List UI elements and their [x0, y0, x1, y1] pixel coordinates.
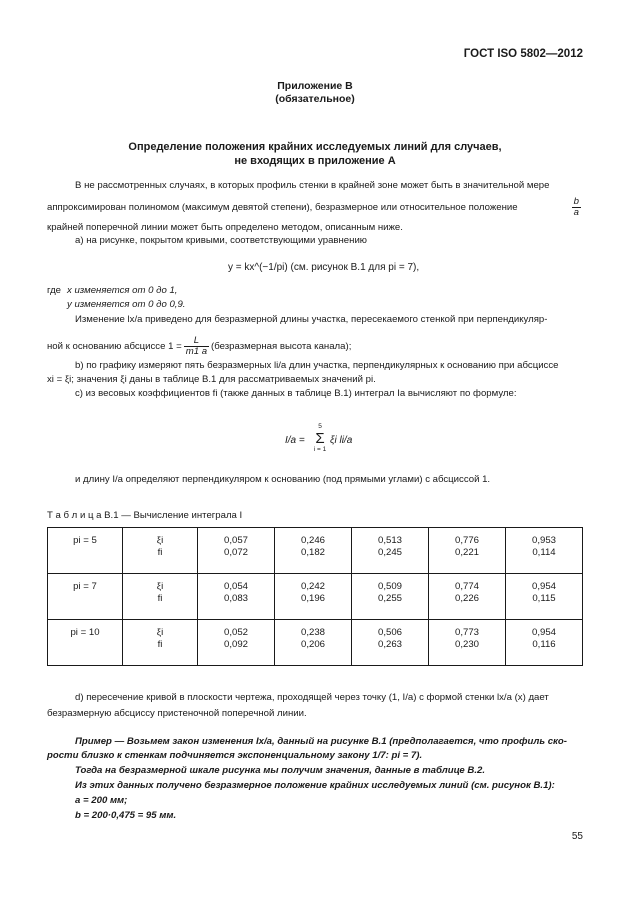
fi-value: 0,115: [532, 593, 556, 604]
value-cell: [352, 528, 429, 574]
value-cell: [275, 574, 352, 620]
xi-value: 0,052: [223, 627, 248, 638]
item-b-line2: xi = ξi; значения ξi даны в таблице В.1 для рассматриваемых значений pi.: [47, 374, 376, 385]
section-title-line1: Определение положения крайних исследуемых линий для случаев,: [128, 141, 502, 153]
change-line2-b: (безразмерная высота канала);: [211, 340, 352, 352]
fi-value: 0,114: [532, 547, 556, 558]
xi-symbol: ξi: [156, 535, 164, 546]
fi-value: 0,245: [377, 547, 402, 558]
where-label: где: [47, 285, 62, 296]
item-d-line1: d) пересечение кривой в плоскости чертежа, проходящей через точку (1, I/a) с формой стенки lx/a (x) дает: [75, 692, 549, 703]
value-cell: [275, 528, 352, 574]
value-cell: [198, 528, 275, 574]
p1-line2: [47, 197, 583, 218]
example-line4: Из этих данных получено безразмерное положение крайних исследуемых линий (см. рисунок В.1):: [75, 780, 555, 791]
page-number: 55: [571, 831, 583, 842]
fi-symbol: fi: [157, 639, 163, 650]
equation-1: y = kx^(−1/pi) (см. рисунок В.1 для pi = 7),: [228, 262, 420, 273]
value-cell: [429, 620, 506, 666]
sigma-icon: Σ: [315, 430, 325, 447]
fi-value: 0,226: [454, 593, 479, 604]
section-title: [0, 140, 630, 168]
fi-value: 0,196: [300, 593, 325, 604]
section-title-line2: не входящих в приложение А: [234, 155, 396, 167]
sum-operator: [312, 423, 328, 454]
frac-num: L: [184, 336, 209, 347]
change-line1: Изменение lx/a приведено для безразмерной длины участка, пересекаемого стенкой при перпендикуляр-: [75, 314, 548, 325]
xi-symbol: ξi: [156, 627, 164, 638]
symbol-cell: [123, 574, 198, 620]
eq2-rhs: ξi li/a: [330, 435, 353, 446]
integral-table: [47, 527, 583, 666]
p-cell: pi = 7: [48, 574, 123, 620]
change-line2-a: ной к основанию абсциссе 1 =: [47, 340, 182, 352]
fi-value: 0,230: [454, 639, 479, 650]
item-d-line2: безразмерную абсциссу пристеночной поперечной линии.: [47, 708, 307, 719]
xi-value: 0,954: [531, 627, 556, 638]
fi-value: 0,255: [377, 593, 402, 604]
xi-value: 0,954: [531, 581, 556, 592]
fi-value: 0,116: [532, 639, 556, 650]
table-row: [48, 620, 583, 666]
where-y: y изменяется от 0 до 0,9.: [67, 299, 186, 310]
table-row: [48, 574, 583, 620]
value-cell: [429, 574, 506, 620]
frac-den: a: [573, 207, 579, 218]
xi-value: 0,513: [377, 535, 402, 546]
xi-value: 0,506: [377, 627, 402, 638]
fi-value: 0,263: [377, 639, 402, 650]
value-cell: [352, 574, 429, 620]
fi-symbol: fi: [157, 547, 163, 558]
item-c: c) из весовых коэффициентов fi (также данных в таблице В.1) интеграл Ia вычисляют по формуле:: [75, 388, 517, 399]
xi-value: 0,246: [300, 535, 325, 546]
item-a: а) на рисунке, покрытом кривыми, соответствующими уравнению: [75, 235, 367, 246]
xi-value: 0,773: [454, 627, 479, 638]
fi-value: 0,083: [223, 593, 248, 604]
example-line3: Тогда на безразмерной шкале рисунка мы получим значения, данные в таблице В.2.: [75, 765, 486, 776]
standard-code: ГОСТ ISO 5802—2012: [463, 48, 583, 60]
example-line5: a = 200 мм;: [75, 795, 128, 806]
value-cell: [275, 620, 352, 666]
appendix-subtitle: (обязательное): [275, 93, 355, 105]
fi-value: 0,072: [223, 547, 248, 558]
fi-value: 0,221: [454, 547, 479, 558]
value-cell: [506, 574, 583, 620]
example-line1: Пример — Возьмем закон изменения Ix/a, данный на рисунке В.1 (предполагается, что профиль ско-: [75, 736, 567, 747]
fi-symbol: fi: [157, 593, 163, 604]
ratio-l-over-m1a: [184, 336, 209, 357]
value-cell: [198, 620, 275, 666]
symbol-cell: [123, 620, 198, 666]
p1-line3: крайней поперечной линии может быть определено методом, описанным ниже.: [47, 222, 403, 233]
appendix-heading: [0, 80, 630, 106]
frac-den: m1 a: [185, 346, 208, 357]
xi-value: 0,242: [300, 581, 325, 592]
length-line: и длину I/a определяют перпендикуляром к основанию (под прямыми углами) с абсциссой 1.: [75, 474, 491, 485]
p1-line2-text: аппроксимирован полиномом (максимум девятой степени), безразмерное или относительное положение: [47, 201, 518, 213]
value-cell: [352, 620, 429, 666]
xi-symbol: ξi: [156, 581, 164, 592]
table-row: [48, 528, 583, 574]
eq2-lhs: I/a =: [285, 435, 305, 446]
p1-line1: В не рассмотренных случаях, в которых профиль стенки в крайней зоне может быть в значительной мере: [75, 180, 550, 191]
xi-value: 0,774: [454, 581, 479, 592]
symbol-cell: [123, 528, 198, 574]
table-caption: Т а б л и ц а В.1 — Вычисление интеграла I: [47, 510, 243, 521]
appendix-title: Приложение В: [277, 80, 353, 92]
fi-value: 0,206: [300, 639, 325, 650]
value-cell: [506, 528, 583, 574]
change-line2: [47, 336, 351, 357]
example-line6: b = 200·0,475 = 95 мм.: [75, 810, 177, 821]
xi-value: 0,054: [223, 581, 248, 592]
p-cell: pi = 5: [48, 528, 123, 574]
fi-value: 0,092: [223, 639, 248, 650]
example-line2: рости близко к стенкам подчиняется экспоненциальному закону 1/7: pi = 7).: [47, 750, 423, 761]
xi-value: 0,057: [223, 535, 248, 546]
xi-value: 0,953: [531, 535, 556, 546]
p-cell: pi = 10: [48, 620, 123, 666]
value-cell: [429, 528, 506, 574]
xi-value: 0,509: [377, 581, 402, 592]
where-x: x изменяется от 0 до 1,: [67, 285, 178, 296]
item-b-line1: b) по графику измеряют пять безразмерных li/a длин участка, перпендикулярных к основанию при абсциссе: [75, 360, 559, 371]
sum-upper-limit: 5: [318, 423, 322, 430]
fi-value: 0,182: [300, 547, 325, 558]
value-cell: [506, 620, 583, 666]
ratio-b-over-a: [572, 197, 581, 218]
frac-num: b: [573, 196, 579, 207]
value-cell: [198, 574, 275, 620]
sum-lower-limit: i = 1: [313, 446, 327, 453]
xi-value: 0,776: [454, 535, 479, 546]
xi-value: 0,238: [300, 627, 325, 638]
